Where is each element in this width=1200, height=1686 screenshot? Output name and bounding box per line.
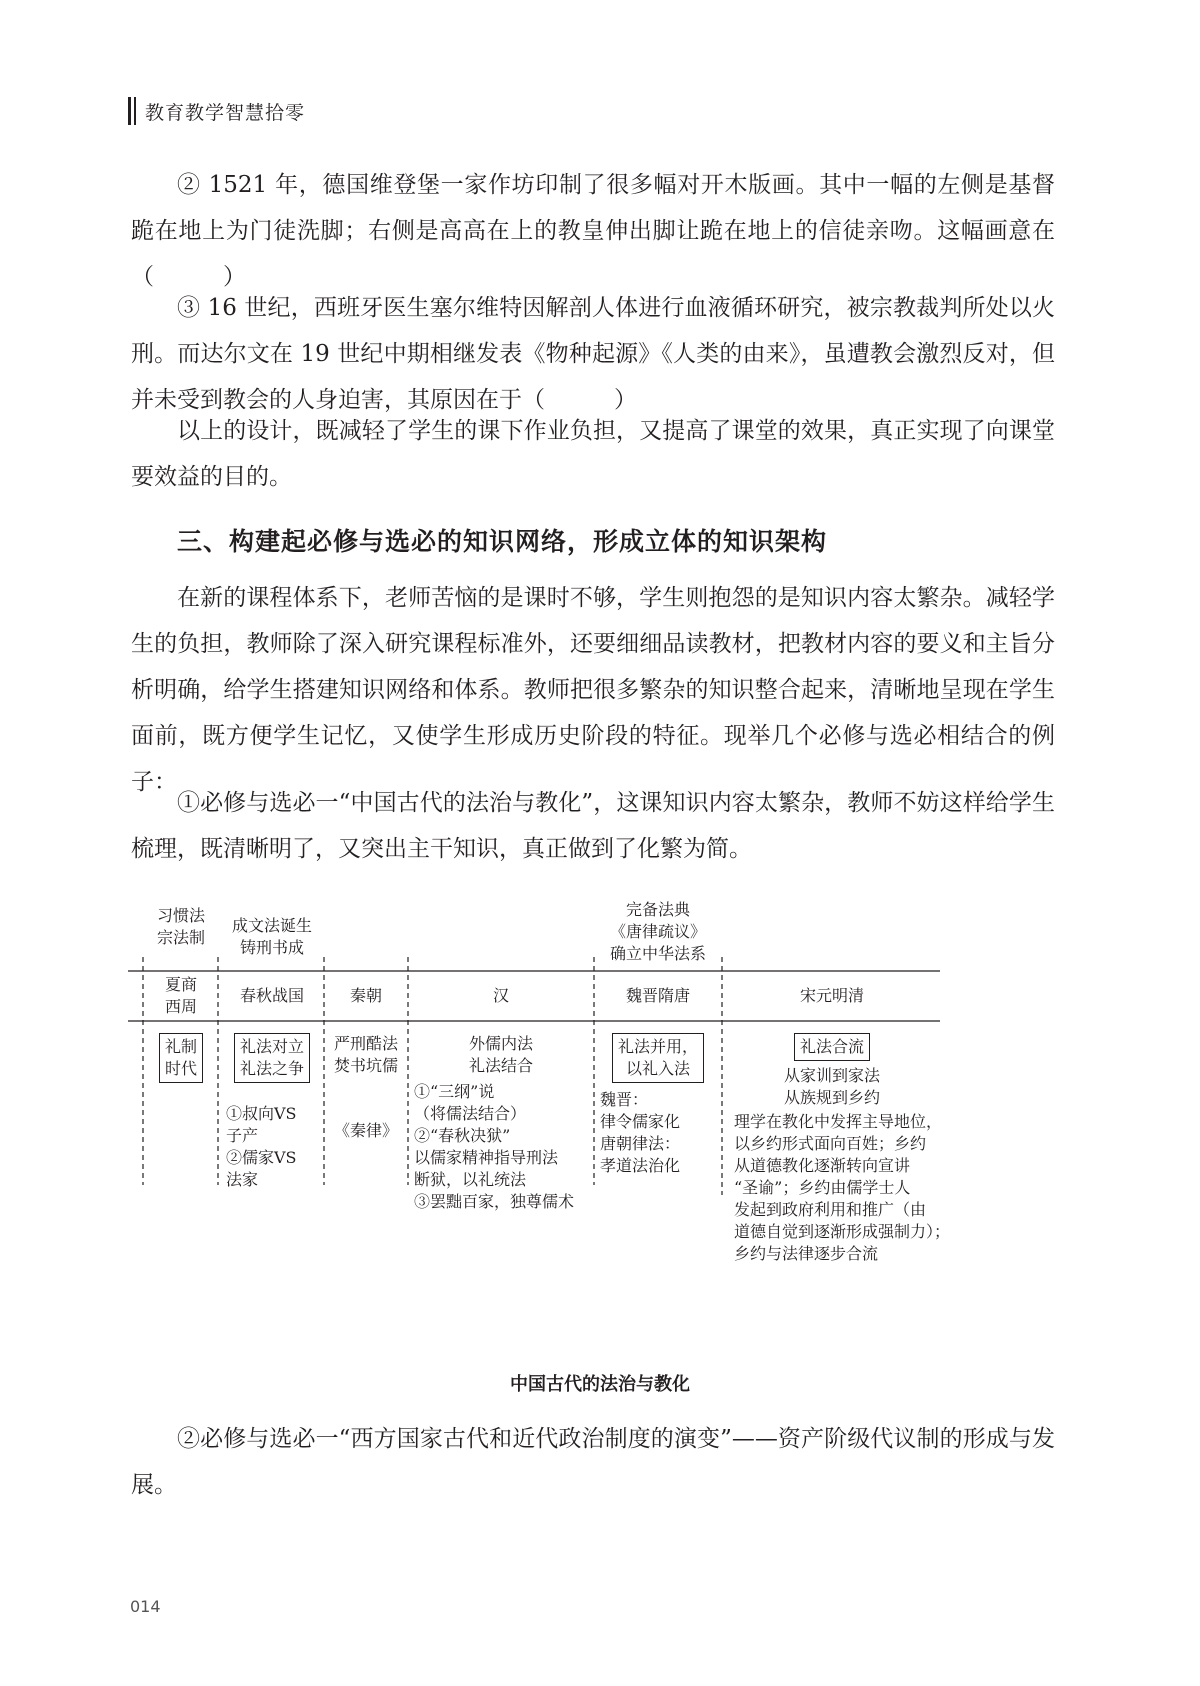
cell-song-notes: 理学在教化中发挥主导地位， 以乡约形式面向百姓；乡约 从道德教化逐渐转向宣讲 “圣谕”；乡约由儒学士人 发起到政府利用和推广（由 道德自觉到逐渐形成强制力）； 乡约与法律逐步合流 <box>734 1112 951 1263</box>
period-xia-shang-zhou: 夏商 西周 <box>164 975 197 1016</box>
top-cell-chunqiu: 成文法诞生 铸刑书成 <box>231 916 312 957</box>
cell-song-box <box>724 1033 940 1061</box>
diagram-caption: 中国古代的法治与教化 <box>510 1374 690 1395</box>
period-chunqiu-zhanguo: 春秋战国 <box>239 986 304 1005</box>
cell-tang-box <box>596 1033 720 1083</box>
paragraph-intro: 在新的课程体系下，老师苦恼的是课时不够，学生则抱怨的是知识内容太繁杂。减轻学生的负担，教师除了深入研究课程标准外，还要细细品读教材，把教材内容的要义和主旨分析明确，给学生搭建知识网络和体系。教师把很多繁杂的知识整合起来，清晰地呈现在学生面前，既方便学生记忆，又使学生形成历史阶段的特征。现举几个必修与选必相结合的例子： <box>131 585 1055 795</box>
lifa-combined-box: 礼法并用， 以礼入法 <box>612 1033 704 1083</box>
cell-han-notes: ①“三纲”说 （将儒法结合） ②“春秋决狱” 以儒家精神指导刑法 断狱，以礼统法 ③罢黜百家，独尊儒术 <box>414 1082 575 1211</box>
cell-song-sub: 从家训到家法 从族规到乡约 <box>783 1066 880 1107</box>
header-bar-icon <box>128 97 136 125</box>
paragraph-example-1: ①必修与选必一“中国古代的法治与教化”，这课知识内容太繁杂，教师不妨这样给学生梳理，既清晰明了，又突出主干知识，真正做到了化繁为简。 <box>131 790 1055 862</box>
cell-lizhi-era <box>150 1033 212 1083</box>
page-number: 014 <box>130 1597 161 1616</box>
paragraph-example-2: ②必修与选必一“西方国家古代和近代政治制度的演变”——资产阶级代议制的形成与发展。 <box>131 1426 1055 1498</box>
period-song-yuan-ming-qing: 宋元明清 <box>799 986 864 1005</box>
lifa-conflict-box: 礼法对立 礼法之争 <box>234 1033 310 1083</box>
section-heading: 三、构建起必修与选必的知识网络，形成立体的知识架构 <box>177 527 828 556</box>
cell-qin-law: 《秦律》 <box>333 1121 398 1140</box>
header-title: 教育教学智慧拾零 <box>145 101 306 124</box>
top-cell-xia-zhou: 习惯法 宗法制 <box>156 906 205 947</box>
period-han: 汉 <box>492 986 509 1005</box>
cell-qin-policy: 严刑酷法 焚书坑儒 <box>333 1034 398 1075</box>
top-cell-tang: 完备法典 《唐律疏议》 确立中华法系 <box>609 900 706 963</box>
running-header <box>128 96 305 126</box>
law-education-diagram <box>128 900 1048 1365</box>
paragraph-summary: 以上的设计，既减轻了学生的课下作业负担，又提高了课堂的效果，真正实现了向课堂要效益的目的。 <box>131 418 1055 490</box>
cell-lifa-conflict <box>222 1033 322 1083</box>
paragraph-question-2: ② 1521 年，德国维登堡一家作坊印制了很多幅对开木版画。其中一幅的左侧是基督跪在地上为门徒洗脚；右侧是高高在上的教皇伸出脚让跪在地上的信徒亲吻。这幅画意在（ ） <box>131 172 1055 290</box>
lifa-merge-box: 礼法合流 <box>794 1033 870 1061</box>
period-wei-jin-sui-tang: 魏晋隋唐 <box>625 986 690 1005</box>
cell-han-head: 外儒内法 礼法结合 <box>468 1034 533 1075</box>
cell-tang-notes: 魏晋： 律令儒家化 唐朝律法： 孝道法治化 <box>600 1090 681 1175</box>
lizhi-box: 礼制 时代 <box>159 1033 203 1083</box>
paragraph-question-3: ③ 16 世纪，西班牙医生塞尔维特因解剖人体进行血液循环研究，被宗教裁判所处以火刑。而达尔文在 19 世纪中期相继发表《物种起源》《人类的由来》，虽遭教会激烈反对，但并未受到教会的人身迫害，其原因在于（ ） <box>131 295 1055 413</box>
period-qin: 秦朝 <box>349 986 382 1005</box>
cell-chunqiu-notes: ①叔向VS 子产 ②儒家VS 法家 <box>226 1104 297 1189</box>
